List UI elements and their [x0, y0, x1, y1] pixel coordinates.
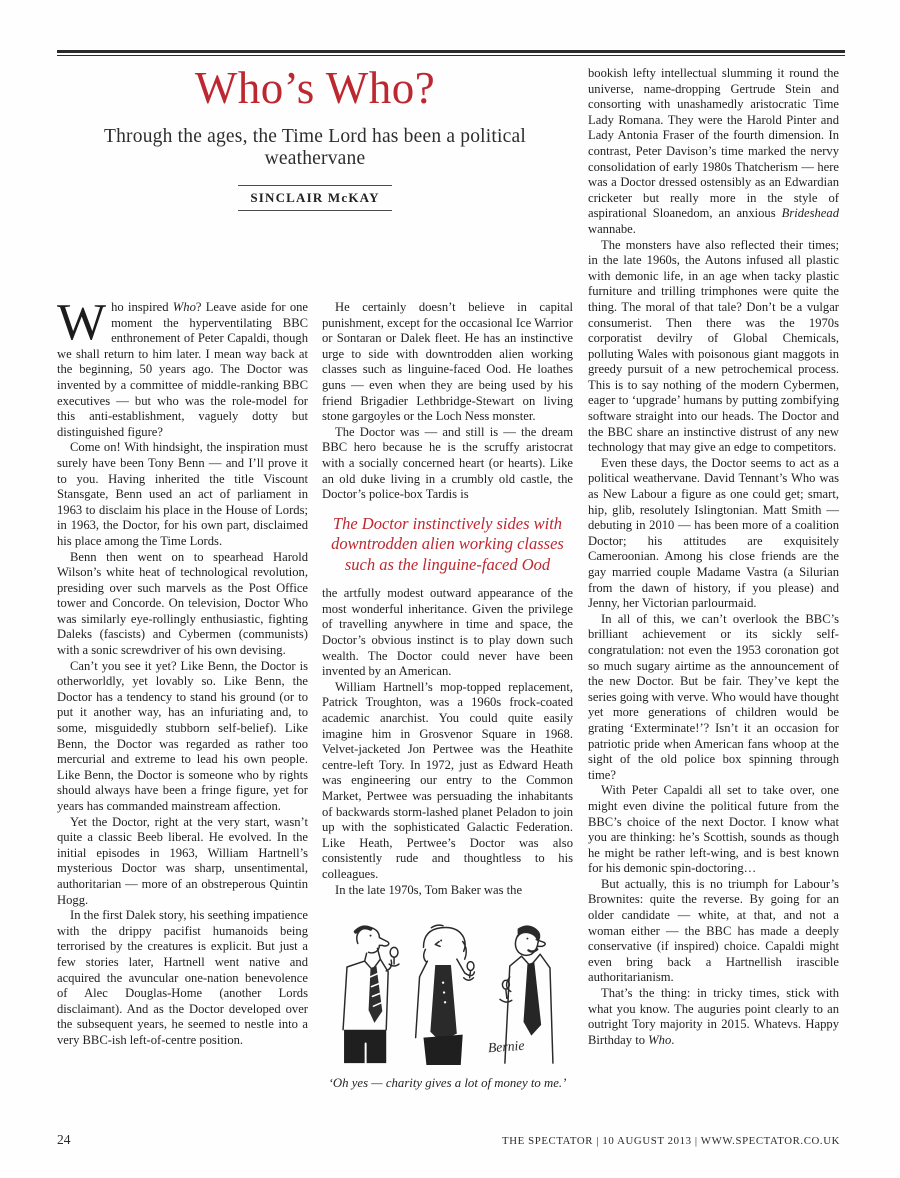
column-right — [588, 66, 839, 1048]
cartoon-caption: ‘Oh yes — charity gives a lot of money to me.’ — [328, 1076, 567, 1091]
column-middle-paragraphs — [322, 300, 573, 898]
paragraph: That’s the thing: in tricky times, stick with what you know. The auguries point clearly to an outright Tory majority in 2015. Whatevs. Happy Birthday to Who. — [588, 986, 839, 1047]
cocktail-party-cartoon — [325, 916, 571, 1068]
pull-quote: The Doctor instinctively sides with downtrodden alien working classes such as the linguine-faced Ood — [331, 513, 564, 574]
drop-cap: W — [57, 294, 107, 351]
paragraph: In the late 1970s, Tom Baker was the — [335, 882, 523, 897]
column-middle — [322, 300, 573, 1092]
paragraph: The monsters have also reflected their times; in the late 1960s, the Autons infused all plastic with demonic life, in an age when tacky plastic furniture and trilling trimphones were quite the thing. The moral of that tale? Don’t be a vulgar consumerist. Then there was the 1970s corporatist devilry of Global Chemicals, polluting Wales with poisonous giant maggots in greedy pursuit of a new petrochemical process. This is to say nothing of the modern Cybermen, eager to ‘upgrade’ humans by putting zombifying software straight into our heads. The Doctor and the BBC share an instinctive distrust of any new technology that may give an edge to competitors. — [588, 237, 839, 455]
paragraph: Can’t you see it yet? Like Benn, the Doctor is otherworldly, yet lovably so. Like Benn, the Doctor has a tendency to stand his ground (or to put it another way, has an infuriating and, to some, misguidedly stubborn self-belief). Like Benn, the Doctor was regarded as rather too mercurial and extreme to lead his own people. Like Benn, the Doctor is someone who by rights should always have been a fringe figure, yet for years has commanded mainstream affection. — [57, 658, 308, 813]
paragraph: Benn then went on to spearhead Harold Wilson’s white heat of technological revolution, presiding over such marvels as the Post Office tower and Concorde. On television, Doctor Who was similarly eye-rollingly enthusiastic, fighting Daleks (fascists) and Cybermen (communists) with a sonic screwdriver of his own devising. — [57, 549, 308, 658]
paragraph: William Hartnell’s mop-topped replacement, Patrick Troughton, was a 1960s frock-coated academic anarchist. You could quite easily imagine him in Grosvenor Square in 1968. Velvet-jacketed Jon Pertwee was the Heathite centre-left Tory. In 1972, just as Edward Heath was engineering our entry to the Common Market, Pertwee was persuading the inhabitants of backwards storm-lashed planet Peladon to join up with the sophisticated Galactic Federation. Like Heath, Pertwee’s Doctor was also consistently rude and thoughtless to his colleagues. — [322, 679, 573, 881]
column-left — [57, 294, 308, 1049]
paragraph: He certainly doesn’t believe in capital punishment, except for the occasional Ice Warrior or Sontaran or Dalek fleet. He has an instinctive urge to side with downtrodden alien working classes such as linguine-faced Ood. He loathes guns — even when they are being used by his friend Brigadier Lethbridge-Stewart on living stone gargoyles or the Loch Ness monster. — [322, 300, 573, 424]
page-number: 24 — [57, 1132, 71, 1147]
article-subtitle: Through the ages, the Time Lord has been a political weathervane — [104, 126, 526, 169]
byline: SINCLAIR McKAY — [238, 185, 391, 211]
page-title: Who’s Who? — [194, 63, 436, 113]
paragraph: Even these days, the Doctor seems to act as a political weathervane. David Tennant’s Who was as New Labour a figure as one could get; smart, hip, glib, resolutely Islingtonian. Matt Smith — debuting in 2010 — has been more of a coalition Doctor; his attitudes are exquisitely Cameroonian. Among his close friends are the gay married couple Madame Vastra (a Silurian from the dawn of history, if you please) and Jenny, her Victorian parlourmaid. — [588, 455, 839, 611]
paragraph: Who inspired Who? Leave aside for one moment the hyperventilating BBC enthronement of Peter Capaldi, though we shall return to him later. I mean way back at the beginning, 50 years ago. The Doctor was invented by a committee of middle-ranking BBC executives — but who was the role-model for this anti-establishment, vaguely dotty but distinguished figure? — [57, 294, 308, 439]
cartoon-woman-middle — [415, 925, 474, 1065]
paragraph: Come on! With hindsight, the inspiration must surely have been Tony Benn — and I’ll prove it to you. Having inherited the title Viscount Stansgate, Benn used an act of parliament in 1963 to disclaim his place in the House of Lords; in 1963, the Doctor, for his own part, disclaimed his place among the Time Lords. — [57, 440, 308, 548]
cartoon-man-left — [343, 927, 399, 1063]
article-header — [57, 62, 573, 211]
paragraph: bookish lefty intellectual slumming it round the universe, name-dropping Gertrude Stein and consorting with unashamedly aristocratic Time Lady Romana. They were the Harold Pinter and Lady Antonia Fraser of the fourth dimension. In contrast, Peter Davison’s time marked the nervy consolidation of early 1980s Thatcherism — here was a Doctor dressed ostensibly as an Edwardian cricketer but really more in the style of aspirational Sloanedom, an anxious Brideshead wannabe. — [588, 66, 839, 236]
paragraph: The Doctor was — and still is — the dream BBC hero because he is the scruffy aristocrat with a socially concerned heart (or hearts). Like an old duke living in a crumbly old castle, the Doctor’s police-box Tardis is — [322, 424, 573, 502]
paragraph: With Peter Capaldi all set to take over, one might even divine the political future from the BBC’s choice of the next Doctor. I know what you are thinking: he’s Scottish, sounds as though he might be rather left-wing, and is best known for his demonic spin-doctoring… — [588, 783, 839, 876]
footer-credit: THE SPECTATOR | 10 AUGUST 2013 | WWW.SPECTATOR.CO.UK — [502, 1135, 840, 1147]
paragraph: Yet the Doctor, right at the very start, wasn’t quite a classic Beeb liberal. He evolved. In the initial episodes in 1963, William Hartnell’s mysterious Doctor was sharp, unsentimental, authoritarian — more of an obstreperous Quintin Hogg. — [57, 814, 308, 907]
header-double-rule — [57, 50, 845, 56]
paragraph: the artfully modest outward appearance of the most wonderful inheritance. Given the privilege of travelling anywhere in time and space, the Doctor’s obvious instinct is to play down such wealth. The Doctor could never have been invented by an American. — [322, 586, 573, 679]
paragraph: But actually, this is no triumph for Labour’s Brownites: quite the reverse. By going for an older candidate — white, at that, and not a woman either — the BBC has made a deeply conservative (if inspired) choice. Capaldi might even bring back a Hartnellish irascible authoritarianism. — [588, 876, 839, 985]
paragraph: In all of this, we can’t overlook the BBC’s brilliant achievement or its sickly self-congratulation: not even the 1953 coronation got so much sugary airtime as the announcement of the new Doctor. But be fair. They’ve kept the series going with verve. Who would have thought yet more generations of children would be grating ‘Exterminate!’? Isn’t it an occasion for patriotic pride when American fans whoop at the sight of the old police box spinning through time? — [588, 611, 839, 782]
cartoon-signature: Bernie — [486, 1037, 525, 1056]
paragraph: In the first Dalek story, his seething impatience with the drippy pacifist humanoids being terrorised by the creatures is explicit. But just a few stories later, Hartnell went native and acquired the avuncular one-nation benevolence of Alec Douglas-Home (another Lords disclaimant). And as the Doctor developed over the subsequent years, he seemed to nestle into a very BBC-ish left-of-centre position. — [57, 908, 308, 1047]
